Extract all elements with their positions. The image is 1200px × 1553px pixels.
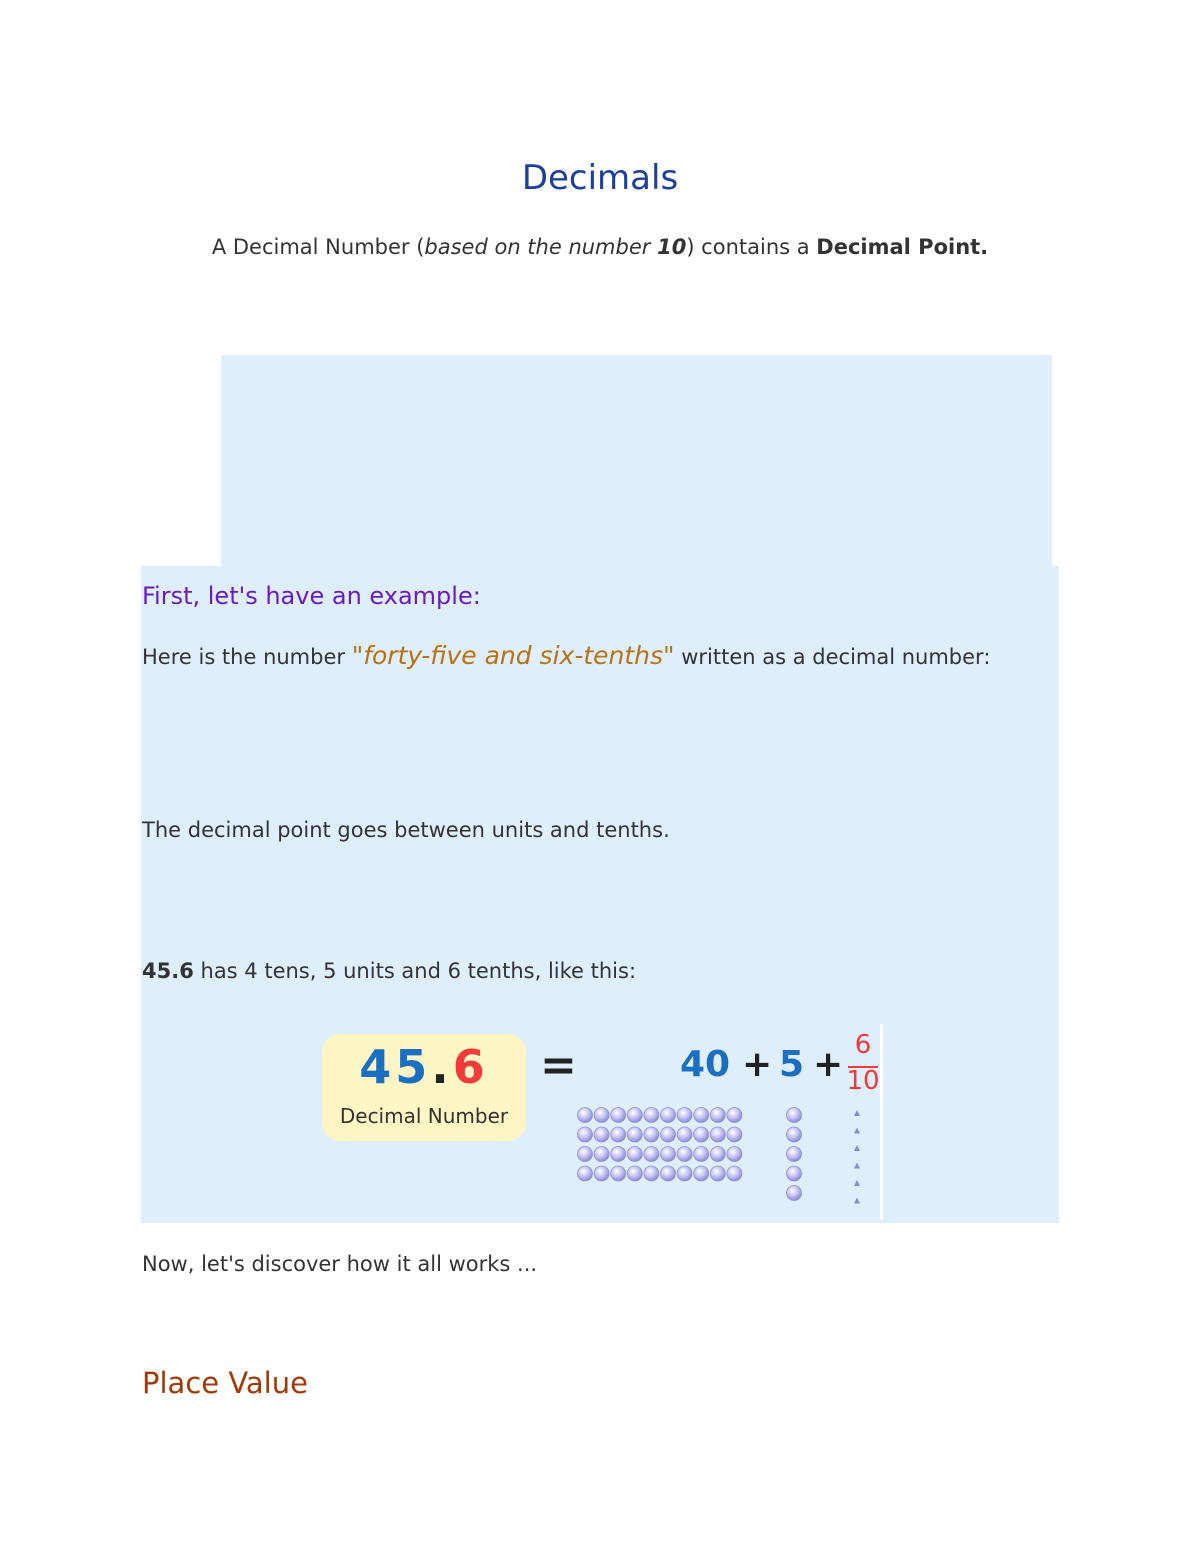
- tenth-marker: [854, 1163, 860, 1169]
- tens-bead: [594, 1166, 609, 1181]
- tens-bead: [661, 1127, 676, 1142]
- fraction-numerator: 6: [854, 1030, 872, 1060]
- para1-start: Here is the number: [142, 645, 352, 669]
- tens-bead: [677, 1108, 692, 1123]
- tenth-marker: [854, 1145, 860, 1151]
- intro-italic: based on the number: [424, 235, 658, 259]
- section-heading-place-value: Place Value: [142, 1366, 308, 1400]
- tens-bead: [578, 1166, 593, 1181]
- page-title: Decimals: [521, 158, 679, 198]
- tens-bead: [594, 1108, 609, 1123]
- units-value: 5: [779, 1044, 805, 1085]
- tens-bead: [627, 1166, 642, 1181]
- tens-bead: [644, 1147, 659, 1162]
- tens-bead: [727, 1166, 742, 1181]
- unit-bead: [787, 1166, 802, 1181]
- example-heading: First, let's have an example:: [142, 582, 481, 610]
- intro-text-start: A Decimal Number (: [211, 235, 425, 259]
- tens-bead: [677, 1147, 692, 1162]
- intro-text-end: ) contains a: [686, 235, 817, 259]
- tens-bead: [694, 1108, 709, 1123]
- tens-bead: [727, 1108, 742, 1123]
- tens-bead: [611, 1166, 626, 1181]
- tens-bead: [578, 1108, 593, 1123]
- tens-bead: [611, 1108, 626, 1123]
- tens-bead: [644, 1108, 659, 1123]
- para1-end: written as a decimal number:: [674, 645, 991, 669]
- closing-paragraph: Now, let's discover how it all works ...: [142, 1252, 538, 1276]
- tens-bead: [627, 1147, 642, 1162]
- tens-bead: [627, 1127, 642, 1142]
- tens-bead: [661, 1108, 676, 1123]
- tenth-marker: [854, 1198, 860, 1204]
- tens-bead: [661, 1166, 676, 1181]
- tens-bead: [710, 1166, 725, 1181]
- decimal-point: .: [431, 1040, 453, 1094]
- tens-bead: [694, 1147, 709, 1162]
- decimal-number-label: Decimal Number: [339, 1104, 509, 1128]
- tens-bead: [727, 1127, 742, 1142]
- plus-sign-1: +: [742, 1044, 773, 1085]
- unit-bead: [787, 1186, 802, 1201]
- decimal-point-paragraph: The decimal point goes between units and tenths.: [142, 818, 670, 842]
- tens-bead: [578, 1147, 593, 1162]
- tens-bead: [727, 1147, 742, 1162]
- fraction-denominator: 10: [846, 1066, 880, 1096]
- intro-number: 10: [657, 235, 687, 259]
- tens-bead: [627, 1108, 642, 1123]
- tens-bead: [644, 1127, 659, 1142]
- tens-bead: [611, 1147, 626, 1162]
- unit-bead: [787, 1147, 802, 1162]
- tens-bead: [677, 1127, 692, 1142]
- equals-sign: =: [540, 1040, 577, 1091]
- tens-bead: [661, 1147, 676, 1162]
- tens-bead: [710, 1127, 725, 1142]
- digit-tens: 4: [359, 1040, 396, 1094]
- tenth-marker: [854, 1128, 860, 1134]
- tens-bead: [710, 1147, 725, 1162]
- tenth-marker: [854, 1110, 860, 1116]
- tenth-marker: [854, 1180, 860, 1186]
- tens-bead: [594, 1147, 609, 1162]
- tens-bead: [694, 1127, 709, 1142]
- tens-bead: [710, 1108, 725, 1123]
- digit-tenths: 6: [452, 1040, 489, 1094]
- para3-rest: has 4 tens, 5 units and 6 tenths, like this:: [193, 959, 637, 983]
- tens-bead: [694, 1166, 709, 1181]
- para3-number: 45.6: [142, 959, 194, 983]
- intro-bold: Decimal Point.: [816, 235, 989, 259]
- tens-bead: [578, 1127, 593, 1142]
- unit-bead: [787, 1127, 802, 1142]
- tens-bead: [677, 1166, 692, 1181]
- unit-bead: [787, 1108, 802, 1123]
- digit-units: 5: [395, 1040, 432, 1094]
- tens-value: 40: [680, 1044, 731, 1085]
- para1-quote: "forty-five and six-tenths": [351, 641, 675, 670]
- tens-bead: [594, 1127, 609, 1142]
- plus-sign-2: +: [813, 1044, 844, 1085]
- tens-bead: [611, 1127, 626, 1142]
- tens-bead: [644, 1166, 659, 1181]
